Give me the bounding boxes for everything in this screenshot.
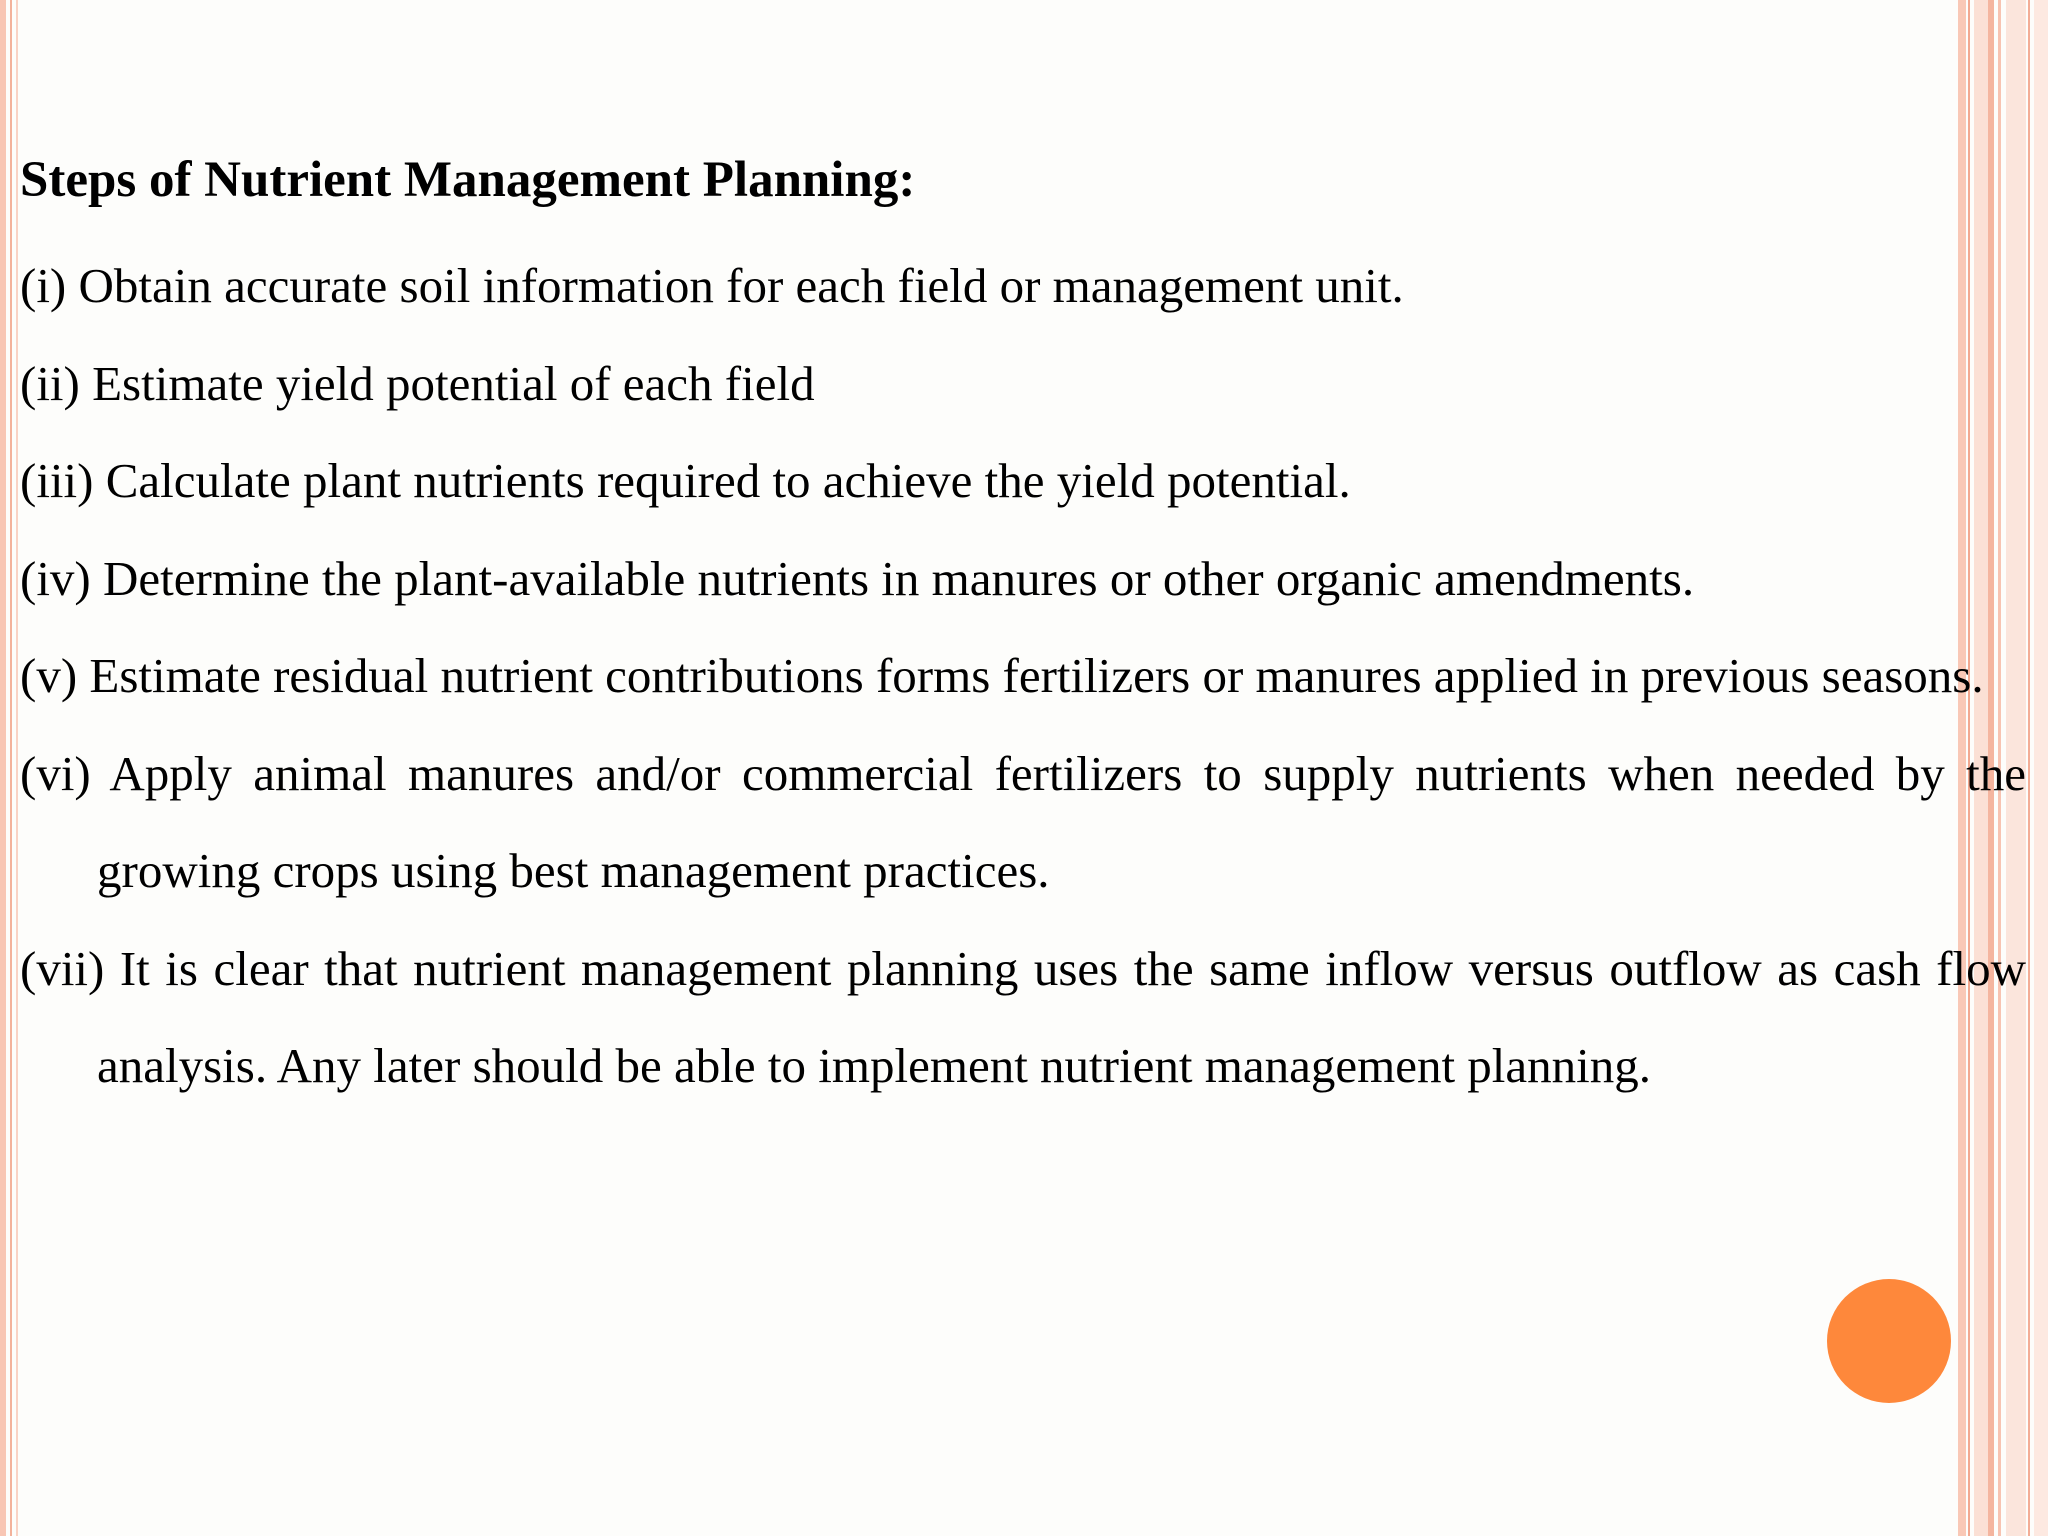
right-border-stripe [2034,0,2048,1536]
left-border-stripe [10,0,12,1536]
step-item: (iv) Determine the plant-available nutrients in manures or other organic amendments. [20,550,1695,606]
step-item: (vi) Apply animal manures and/or commercial fertilizers to supply nutrients when needed by the growing crops using best management practices. [20,745,2026,898]
orange-circle-decoration [1827,1279,1951,1403]
right-border-stripe [2028,0,2030,1536]
slide-title: Steps of Nutrient Management Planning: [20,152,916,208]
steps-list [20,237,2026,1115]
step-item: (v) Estimate residual nutrient contributions forms fertilizers or manures applied in previous seasons. [20,648,1984,703]
slide-content [20,140,2026,1115]
step-item: (ii) Estimate yield potential of each field [20,355,815,411]
step-item: (i) Obtain accurate soil information for each field or management unit. [20,258,1404,313]
step-item: (vii) It is clear that nutrient management planning uses the same inflow versus outflow as cash flow analysis. Any later should be able to implement nutrient management planning. [20,940,2026,1093]
left-border-stripe [0,0,6,1536]
left-border-stripe [16,0,18,1536]
step-item: (iii) Calculate plant nutrients required to achieve the yield potential. [20,453,1351,508]
